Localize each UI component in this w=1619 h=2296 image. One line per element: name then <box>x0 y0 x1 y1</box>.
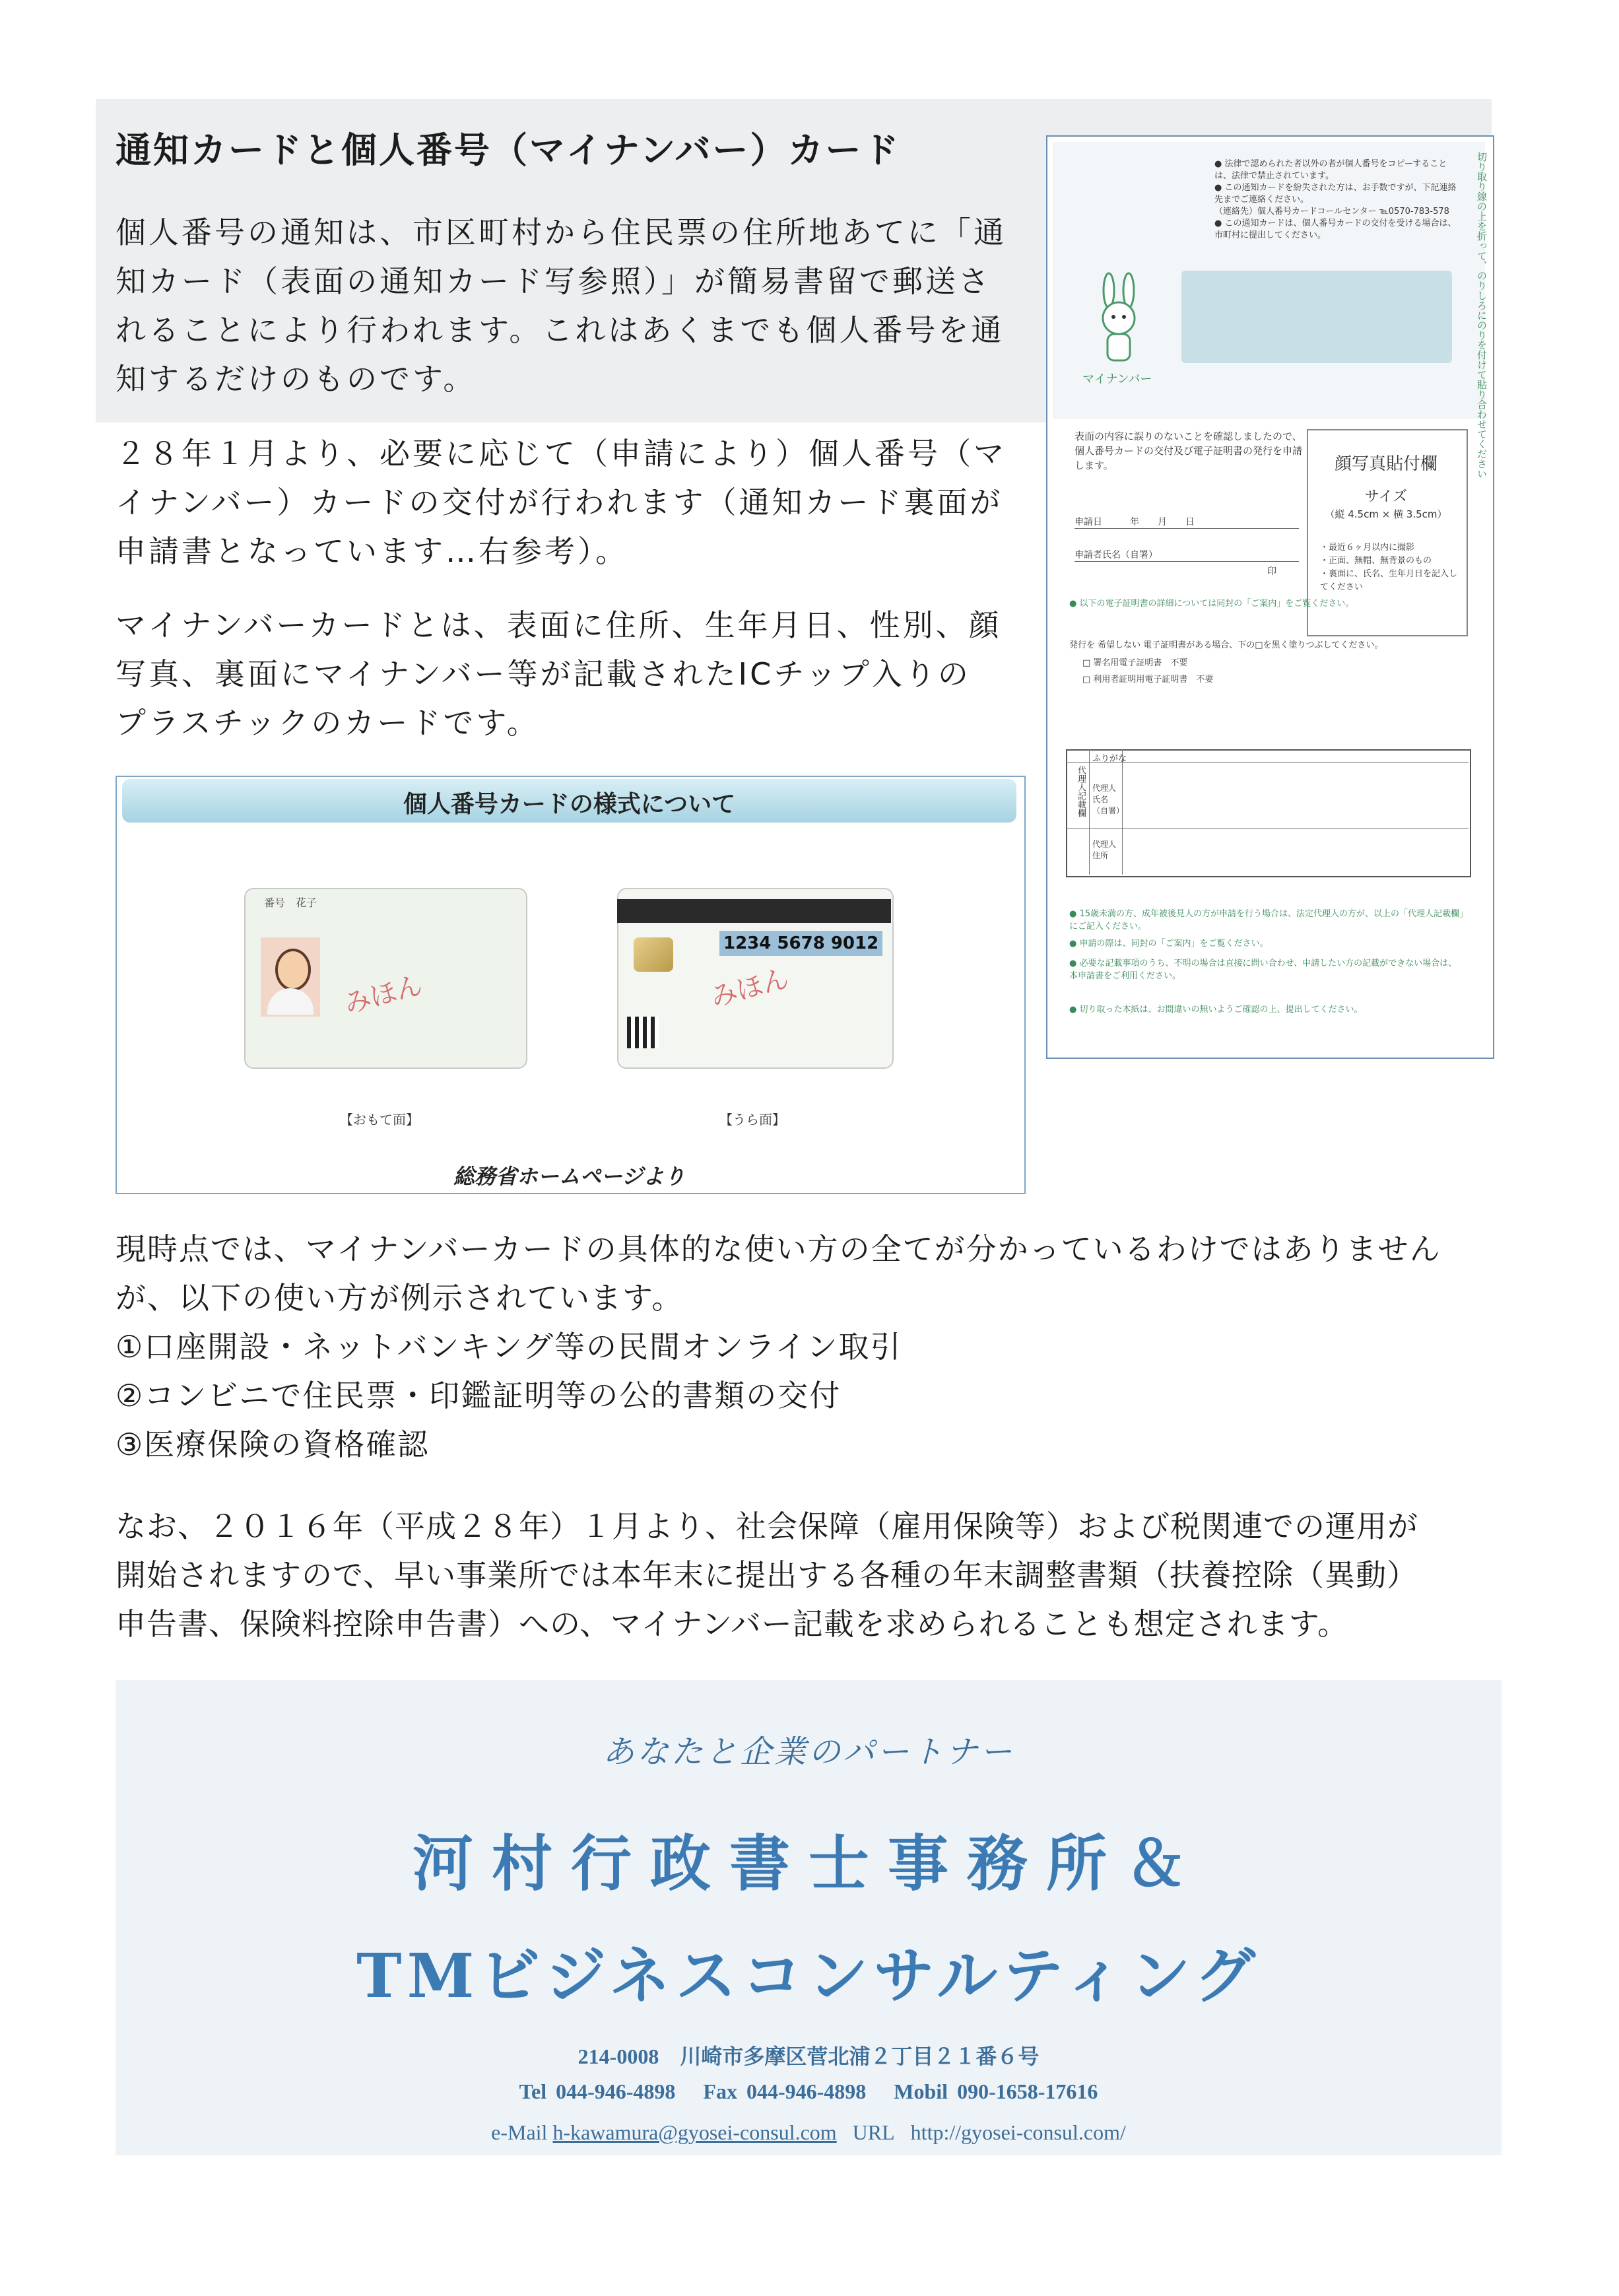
text-line: 申請書となっています…右参考）。 <box>116 533 628 569</box>
text-line: なお、２０１６年（平成２８年）１月より、社会保障（雇用保険等）および税関連での運用が <box>116 1508 1418 1544</box>
usage-section <box>116 1225 1515 1469</box>
person-face-icon <box>275 949 311 991</box>
text-line: 知するだけのものです。 <box>116 361 477 397</box>
agent-row-label: ふりがな <box>1092 754 1127 764</box>
form-notes <box>1214 158 1459 242</box>
intro-paragraph <box>116 208 1040 403</box>
figure-title: 個人番号カードの様式について <box>403 791 736 818</box>
applicant-name-field: 申請者氏名（自署） <box>1074 548 1299 562</box>
front-caption: 【おもて面】 <box>340 1112 419 1128</box>
sample-stamp: みほん <box>341 970 426 1020</box>
usage-item: ①口座開設・ネットバンキング等の民間オンライン取引 <box>116 1329 902 1365</box>
form-green-note: ● 以下の電子証明書の詳細については同封の「ご案内」をご覧ください。 <box>1069 599 1354 609</box>
mobil-number[interactable]: 090-1658-17616 <box>957 2079 1098 2103</box>
form-bottom-note: ● 切り取った本紙は、お間違いの無いようご確認の上、提出してください。 <box>1069 1005 1363 1015</box>
ic-chip-icon <box>634 937 673 972</box>
certificate-instruction: 発行を 希望しない 電子証明書がある場合、下の□を黒く塗りつぶしてください。 <box>1069 640 1383 650</box>
mobil-label: Mobil <box>894 2079 948 2103</box>
form-bottom-note: ● 申請の際は、同封の「ご案内」をご覧ください。 <box>1069 939 1269 949</box>
photo-notes <box>1320 541 1459 594</box>
agent-table <box>1066 749 1471 877</box>
fax-label: Fax <box>703 2079 737 2103</box>
text-line: が、以下の使い方が例示されています。 <box>116 1280 684 1316</box>
text-line: 個人番号の通知は、市区町村から住民票の住所地あてに「通 <box>116 215 1007 250</box>
text-line: 現時点では、マイナンバーカードの具体的な使い方の全てが分かっているわけではありません <box>116 1231 1441 1267</box>
agent-row-label: 代理人氏名（自署） <box>1092 784 1125 815</box>
footer-tagline: あなたと企業のパートナー <box>602 1734 1014 1771</box>
usage-item: ②コンビニで住民票・印鑑証明等の公的書類の交付 <box>116 1378 842 1413</box>
form-bottom-note: ● 必要な記載事項のうち、不明の場合は直接に問い合わせ、申請したい方の記載ができない場合は、本申請書をご利用ください。 <box>1069 959 1457 981</box>
text-line: 開始されますので、早い事業所では本年末に提出する各種の年末調整書類（扶養控除（異動） <box>116 1557 1418 1593</box>
text-line: 申告書、保険料控除申告書）への、マイナンバー記載を求められることも想定されます。 <box>116 1606 1349 1642</box>
form-note: ● 法律で認められた者以外の者が個人番号をコピーすることは、法律で禁止されています。 <box>1214 159 1447 181</box>
firm-name-secondary: TMビジネスコンサルティング <box>356 1940 1261 2011</box>
mynumber-mascot-icon <box>1082 271 1155 370</box>
form-side-note: 切り取り線の上を折って、のりしろにのりを付けて貼り合わせてください <box>1476 152 1488 479</box>
application-date-field: 申請日 年 月 日 <box>1074 515 1299 529</box>
text-line: 知カード（表面の通知カード写参照）」が簡易書留で郵送さ <box>116 263 991 299</box>
card-holder-name: 番号 花子 <box>264 896 317 909</box>
form-apply-text: 表面の内容に誤りのないことを確認しましたので、個人番号カードの交付及び電子証明書の発行を申請します。 <box>1074 430 1303 471</box>
qr-code-icon <box>627 1017 659 1048</box>
number-box <box>1181 271 1452 363</box>
text-line: マイナンバーカードとは、表面に住所、生年月日、性別、顔 <box>116 607 1002 643</box>
page-title: 通知カードと個人番号（マイナンバー）カード <box>116 129 901 171</box>
form-note: ● この通知カードを紛失された方は、お手数ですが、下記連絡先までご連絡ください。 <box>1214 183 1457 205</box>
fax-number: 044-946-4898 <box>746 2079 867 2103</box>
card-number: 1234 5678 9012 <box>719 931 882 956</box>
email-link[interactable]: h-kawamura@gyosei-consul.com <box>552 2120 837 2144</box>
closing-paragraph <box>116 1502 1515 1648</box>
form-note: ● この通知カードは、個人番号カードの交付を受ける場合は、市町村に提出してください。 <box>1214 219 1457 240</box>
tel-label: Tel <box>519 2079 547 2103</box>
tel-number[interactable]: 044-946-4898 <box>556 2079 676 2103</box>
agent-table-rule <box>1089 749 1090 875</box>
form-note: （連絡先）個人番号カードコールセンター ℡0570-783-578 <box>1214 207 1449 217</box>
certificate-option: □ 利用者証明用電子証明書 不要 <box>1082 675 1214 685</box>
url-link[interactable]: http://gyosei-consul.com/ <box>910 2120 1126 2144</box>
text-line: プラスチックのカードです。 <box>116 705 540 741</box>
back-caption: 【うら面】 <box>719 1112 785 1128</box>
footer-address: 214-0008 川崎市多摩区菅北浦２丁目２１番６号 <box>578 2044 1040 2068</box>
usage-item: ③医療保険の資格確認 <box>116 1427 430 1462</box>
footer-web-line <box>116 2120 1502 2145</box>
agent-side-label: 代理人記載欄 <box>1076 766 1086 817</box>
url-label: URL <box>852 2120 895 2144</box>
application-paragraph <box>116 429 1040 576</box>
magnetic-stripe <box>617 899 891 923</box>
text-line: れることにより行われます。これはあくまでも個人番号を通 <box>116 312 1005 348</box>
card-description-paragraph <box>116 601 1040 747</box>
footer-phone-line <box>116 2079 1502 2104</box>
text-line: イナンバー）カードの交付が行われます（通知カード裏面が <box>116 485 1003 520</box>
seal-mark: 印 <box>1267 566 1276 577</box>
text-line: 写真、裏面にマイナンバー等が記載されたICチップ入りの <box>116 656 971 692</box>
agent-table-rule <box>1066 828 1469 829</box>
photo-size-label: サイズ <box>1364 489 1408 505</box>
form-bottom-note: ● 15歳未満の方、成年被後見人の方が申請を行う場合は、法定代理人の方が、以上の「代理人記載欄」にご記入ください。 <box>1069 909 1464 931</box>
photo-dimensions: （縦 4.5cm × 横 3.5cm） <box>1325 508 1447 520</box>
photo-note: ・最近６ヶ月以内に撮影 <box>1320 543 1415 553</box>
photo-note: ・裏面に、氏名、生年月日を記入してください <box>1320 569 1458 592</box>
text-line: ２８年１月より、必要に応じて（申請により）個人番号（マ <box>116 436 1007 471</box>
agent-row-label: 代理人住所 <box>1092 840 1117 860</box>
sample-stamp: みほん <box>707 963 792 1013</box>
certificate-option: □ 署名用電子証明書 不要 <box>1082 658 1188 668</box>
mascot-label: マイナンバー <box>1082 372 1152 386</box>
firm-name: 河村行政書士事務所＆ <box>412 1828 1205 1899</box>
figure-credit: 総務省ホームページより <box>453 1164 686 1189</box>
photo-field-title: 顔写真貼付欄 <box>1334 454 1437 474</box>
photo-note: ・正面、無帽、無背景のもの <box>1320 556 1432 566</box>
email-label: e-Mail <box>491 2120 548 2144</box>
